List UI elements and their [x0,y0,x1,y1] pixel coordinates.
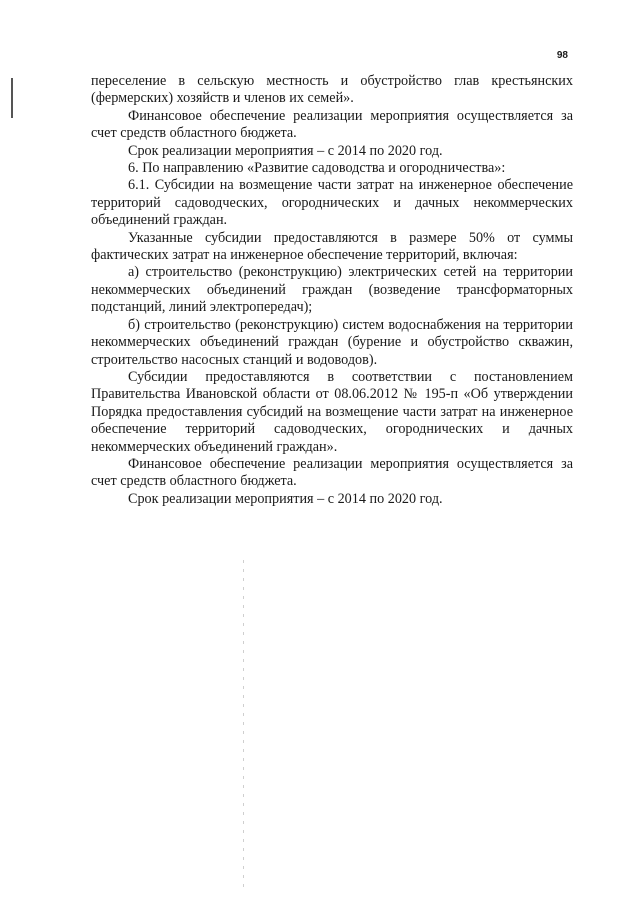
paragraph-term-2: Срок реализации мероприятия – с 2014 по 2020 год. [128,490,443,507]
paragraph-term: Срок реализации мероприятия – с 2014 по 2020 год. [128,142,443,159]
section-heading: 6. По направлению «Развитие садоводства и огородничества»: [128,160,506,177]
paragraph-continuation: переселение в сельскую местность и обустройство глав крестьянских (фермерских) хозяйств и членов их семей». [91,73,573,107]
document-body [91,73,573,508]
list-item-a: а) строительство (реконструкцию) электрических сетей на территории некоммерческих объединений граждан (возведение трансформаторных подстанций, линий электропередач); [91,264,573,316]
subsection-heading: 6.1. Субсидии на возмещение части затрат на инженерное обеспечение территорий садоводческих, огороднических и дачных некоммерческих объединений граждан. [91,177,573,229]
margin-mark [11,78,13,118]
paragraph-subsidy-size: Указанные субсидии предоставляются в размере 50% от суммы фактических затрат на инженерное обеспечение территорий, включая: [91,229,573,264]
paragraph-financing-2: Финансовое обеспечение реализации мероприятия осуществляется за счет средств областного бюджета. [91,455,573,490]
paragraph-regulation: Субсидии предоставляются в соответствии с постановлением Правительства Ивановской области от 08.06.2012 № 195-п «Об утверждении Порядка предоставления субсидий на возмещение части затрат на инженерное обеспечение территорий садоводческих, огороднических и дачных некоммерческих объединений граждан». [91,368,573,455]
page-number: 98 [556,50,568,61]
list-item-b: б) строительство (реконструкцию) систем водоснабжения на территории некоммерческих объединений граждан (бурение и обустройство скважин, строительство насосных станций и водоводов). [91,316,573,368]
paragraph-financing: Финансовое обеспечение реализации мероприятия осуществляется за счет средств областного бюджета. [91,107,573,142]
scan-artifact [243,560,245,890]
